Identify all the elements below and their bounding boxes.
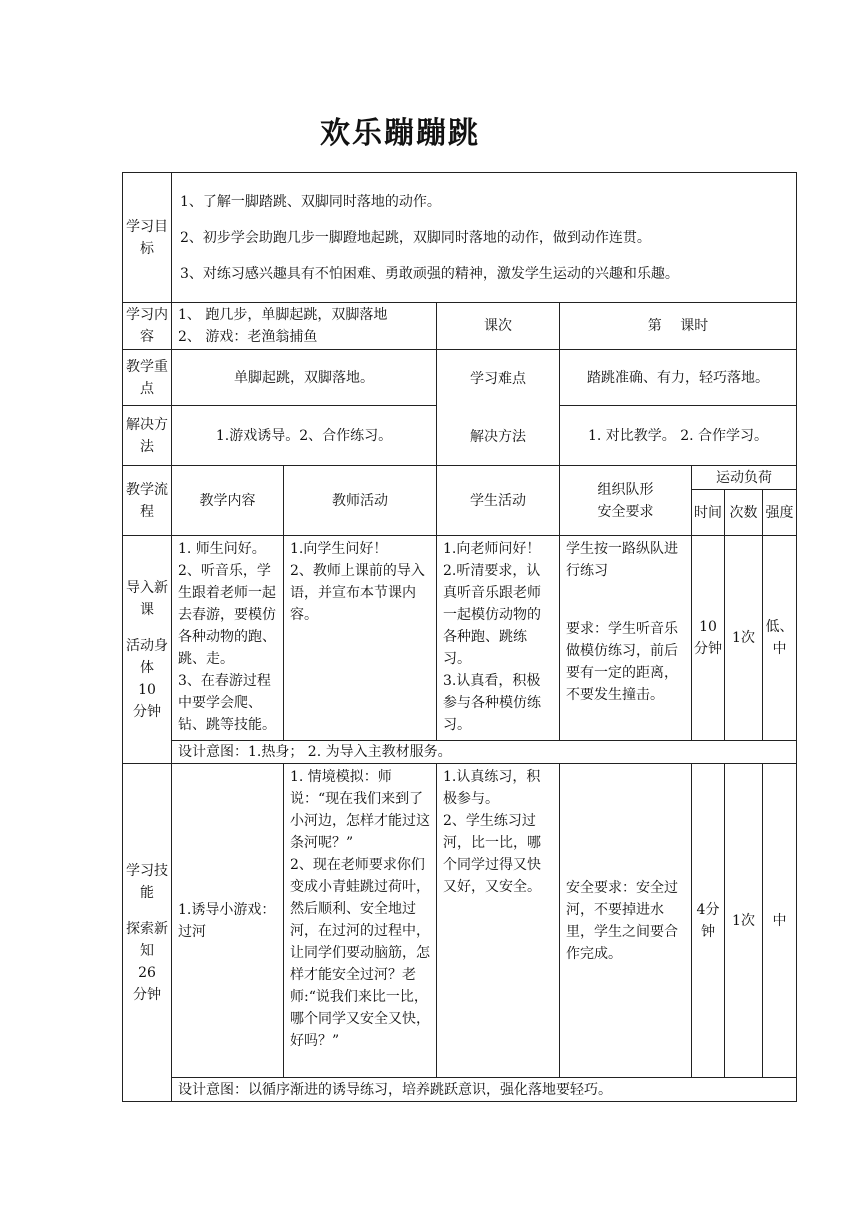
- stage2-label-b: 探索新知: [126, 920, 168, 959]
- stage1-intensity: 低、中: [763, 536, 797, 741]
- objective-item: 3、对练习感兴趣具有不怕困难、勇敢顽强的精神，激发学生运动的兴趣和乐趣。: [180, 265, 679, 282]
- objective-item: 1、了解一脚踏跳、双脚同时落地的动作。: [180, 193, 441, 210]
- content-label: 学习内容: [123, 303, 172, 350]
- difficulty-and-method-label: [437, 350, 560, 466]
- difficulty-value: 踏跳准确、有力，轻巧落地。: [560, 350, 797, 406]
- stage1-org-a: 学生按一路纵队进行练习: [566, 541, 678, 579]
- header-load: 运动负荷: [692, 466, 797, 490]
- stage1-label: [123, 536, 172, 764]
- header-organization: [560, 466, 692, 536]
- header-intensity: 强度: [763, 490, 797, 536]
- stage1-label-d: 分钟: [133, 703, 161, 720]
- stage1-organization: [560, 536, 692, 741]
- key-points-value: 单脚起跳，双脚落地。: [172, 350, 437, 406]
- stage2-label-c: 26: [138, 964, 156, 981]
- page-title: 欢乐蹦蹦跳: [320, 116, 480, 151]
- stage1-design: 设计意图：1.热身； 2. 为导入主教材服务。: [172, 741, 797, 764]
- stage2-count: 1次: [725, 764, 763, 1078]
- key-points-row: [123, 350, 797, 406]
- stage1-label-b: 活动身体: [126, 637, 168, 676]
- stage1-count: 1次: [725, 536, 763, 741]
- stage1-row: [123, 536, 797, 741]
- stage2-design: 设计意图：以循序渐进的诱导练习，培养跳跃意识，强化落地要轻巧。: [172, 1078, 797, 1102]
- objectives-row: [123, 173, 797, 303]
- stage2-label-a: 学习技能: [126, 862, 168, 901]
- header-content: 教学内容: [172, 466, 284, 536]
- content-row: [123, 303, 797, 350]
- lesson-value: 第 课时: [560, 303, 797, 350]
- stage1-org-b: 要求：学生听音乐做模仿练习，前后要有一定的距离，不要发生撞击。: [566, 621, 678, 703]
- header-student: 学生活动: [437, 466, 560, 536]
- stage1-label-c: 10: [138, 681, 156, 698]
- flow-label: 教学流程: [123, 466, 172, 536]
- header-org-line1: 组织队形: [597, 481, 654, 498]
- stage2-time: 4分钟: [692, 764, 725, 1078]
- stage2-intensity: 中: [763, 764, 797, 1078]
- solutions-value-2: 1. 对比教学。 2. 合作学习。: [560, 406, 797, 466]
- stage1-label-a: 导入新课: [126, 579, 168, 618]
- stage1-time: 10分钟: [692, 536, 725, 741]
- stage2-content: 1.诱导小游戏：过河: [172, 764, 284, 1078]
- key-points-label: 教学重点: [123, 350, 172, 406]
- flow-header-row: [123, 466, 797, 490]
- header-org-line2: 安全要求: [597, 503, 654, 520]
- header-count: 次数: [725, 490, 763, 536]
- stage2-row: [123, 764, 797, 1078]
- header-teacher: 教师活动: [284, 466, 437, 536]
- stage2-teacher: 1. 情境模拟：师说：“现在我们来到了小河边，怎样才能过这条河呢？” 2、现在老师要求你们变成小青蛙跳过荷叶，然后顺利、安全地过河，在过河的过程中，让同学们要动脑筋，怎样才能安全过河？老师:“说我们来比一比，哪个同学又安全又快，好吗？”: [284, 764, 437, 1078]
- content-item: 2、 游戏：老渔翁捕鱼: [178, 329, 318, 345]
- stage2-design-row: [123, 1078, 797, 1102]
- objective-item: 2、初步学会助跑几步一脚蹬地起跳，双脚同时落地的动作，做到动作连贯。: [180, 229, 651, 246]
- stage2-organization: 安全要求：安全过河，不要掉进水里，学生之间要合作完成。: [560, 764, 692, 1078]
- objectives-label: 学习目标: [123, 173, 172, 303]
- lesson-label: 课次: [437, 303, 560, 350]
- stage2-label-d: 分钟: [133, 986, 161, 1003]
- stage1-content: 1. 师生问好。 2、听音乐，学生跟着老师一起去春游，要模仿各种动物的跑、跳、走。 3、在春游过程中要学会爬、钻、跳等技能。: [172, 536, 284, 741]
- solutions-label: 解决方法: [123, 406, 172, 466]
- content-list: [172, 303, 437, 350]
- header-time: 时间: [692, 490, 725, 536]
- stage1-student: 1.向老师问好！ 2.听清要求，认真听音乐跟老师一起模仿动物的各种跑、跳练习。 3.认真看，积极参与各种模仿练习。: [437, 536, 560, 741]
- stage2-label: [123, 764, 172, 1102]
- stage2-student: 1.认真练习，积极参与。 2、学生练习过河，比一比，哪个同学过得又快又好，又安全。: [437, 764, 560, 1078]
- content-item: 1、 跑几步，单脚起跳，双脚落地: [178, 307, 388, 323]
- method-label-2: 解决方法: [470, 428, 526, 445]
- lesson-plan-table: [122, 172, 797, 1102]
- objectives-list: [172, 173, 797, 303]
- difficulty-label: 学习难点: [470, 370, 526, 387]
- solutions-value: 1.游戏诱导。2、合作练习。: [172, 406, 437, 466]
- stage1-design-row: [123, 741, 797, 764]
- stage1-teacher: 1.向学生问好！ 2、教师上课前的导入语，并宣布本节课内容。: [284, 536, 437, 741]
